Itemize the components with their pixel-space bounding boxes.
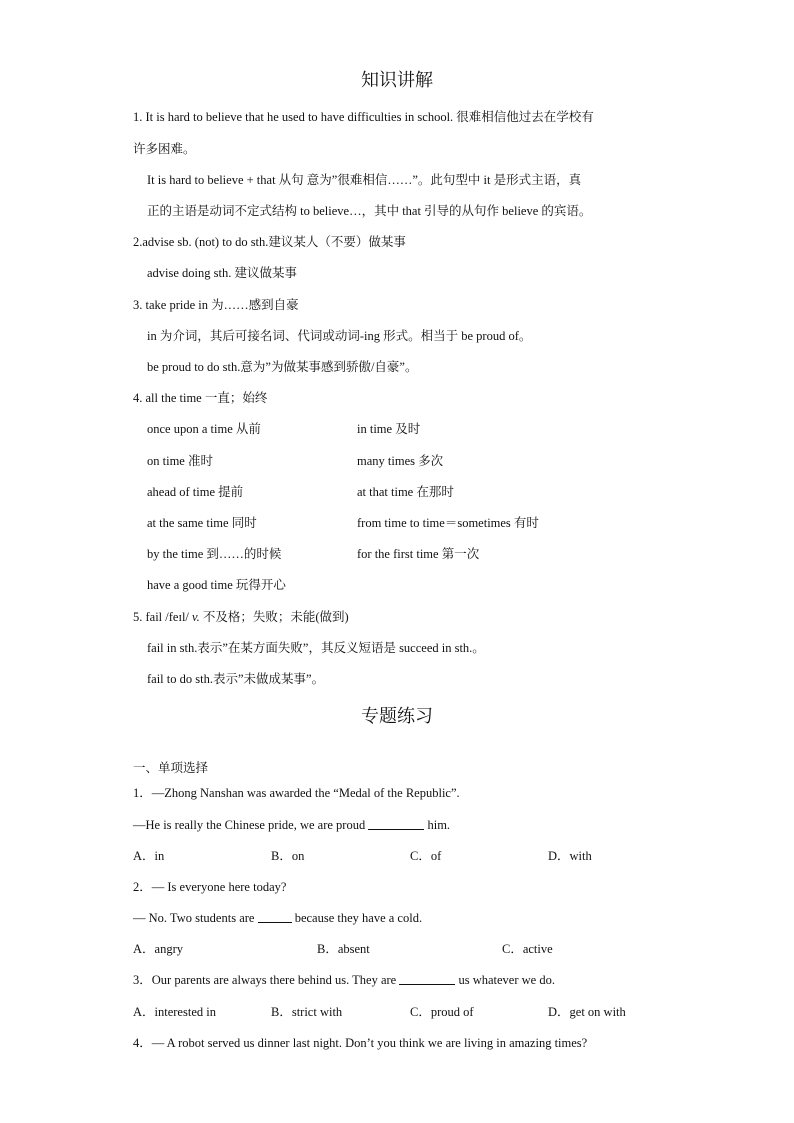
point-1-note-1: It is hard to believe + that 从句 意为”很难相信……”。此句型中 it 是形式主语，真 [147,173,582,187]
option-a: A．interested in [133,1005,216,1019]
question-4-line-1: 4．— A robot served us dinner last night. Don’t you think we are living in amazing times? [133,1036,588,1050]
phrase-right: for the first time 第一次 [357,547,480,561]
question-1-text: —He is really the Chinese pride, we are proud [133,818,369,832]
option-b: B．absent [317,942,370,956]
section-heading: 一、单项选择 [133,760,209,775]
practice-title: 专题练习 [361,706,433,727]
point-3-note-1: in 为介词，其后可接名词、代词或动词-ing 形式。相当于 be proud of。 [147,329,532,343]
option-a: A．angry [133,942,183,956]
phrase-left: ahead of time 提前 [147,485,244,499]
question-1-text-end: him. [424,818,451,832]
point-5-note-1: fail in sth.表示”在某方面失败”，其反义短语是 succeed in sth.。 [147,641,485,655]
question-2-line-1: 2．— Is everyone here today? [133,880,287,894]
option-d: D．with [548,849,592,863]
option-a: A．in [133,849,165,863]
answer-blank [368,817,424,830]
question-3-text: 3．Our parents are always there behind us. They are [133,973,400,987]
option-c: C．of [410,849,442,863]
question-1-line-1: 1．—Zhong Nanshan was awarded the “Medal of the Republic”. [133,786,460,800]
knowledge-title: 知识讲解 [361,70,433,91]
point-5-meaning: 不及格；失败；未能(做到) [199,610,349,624]
question-2-text: — No. Two students are [133,911,258,925]
point-5-line [133,609,349,625]
phrase-left: have a good time 玩得开心 [147,578,286,592]
answer-blank [258,910,292,923]
point-5-note-2: fail to do sth.表示”未做成某事”。 [147,672,325,686]
point-1-line-2: 许多困难。 [133,142,196,156]
option-c: C．proud of [410,1005,474,1019]
point-5-word: 5. fail /feɪl/ [133,610,193,624]
phrase-left: on time 准时 [147,454,213,468]
phrase-left: once upon a time 从前 [147,422,261,436]
point-4-line: 4. all the time 一直；始终 [133,391,268,405]
phrase-left: at the same time 同时 [147,516,257,530]
point-3-line: 3. take pride in 为……感到自豪 [133,298,299,312]
question-1-line-2 [133,817,450,833]
answer-blank [399,972,455,985]
question-2-line-2 [133,910,422,926]
option-d: D．get on with [548,1005,626,1019]
phrase-right: at that time 在那时 [357,485,454,499]
point-1-note-2: 正的主语是动词不定式结构 to believe…，其中 that 引导的从句作 believe 的宾语。 [147,204,592,218]
option-b: B．strict with [271,1005,343,1019]
phrase-right: from time to time＝sometimes 有时 [357,516,539,530]
question-2-text-end: because they have a cold. [291,911,423,925]
phrase-right: in time 及时 [357,422,421,436]
option-b: B．on [271,849,305,863]
point-1-line-1: 1. It is hard to believe that he used to have difficulties in school. 很难相信他过去在学校有 [133,110,594,124]
question-3-text-end: us whatever we do. [455,973,555,987]
phrase-right: many times 多次 [357,454,444,468]
phrase-left: by the time 到……的时候 [147,547,282,561]
question-3-line [133,972,555,988]
point-2-line: 2.advise sb. (not) to do sth.建议某人（不要）做某事 [133,235,406,249]
point-2-note: advise doing sth. 建议做某事 [147,266,297,280]
point-3-note-2: be proud to do sth.意为”为做某事感到骄傲/自豪”。 [147,360,418,374]
point-5-pos: v. [192,610,200,624]
option-c: C．active [502,942,553,956]
